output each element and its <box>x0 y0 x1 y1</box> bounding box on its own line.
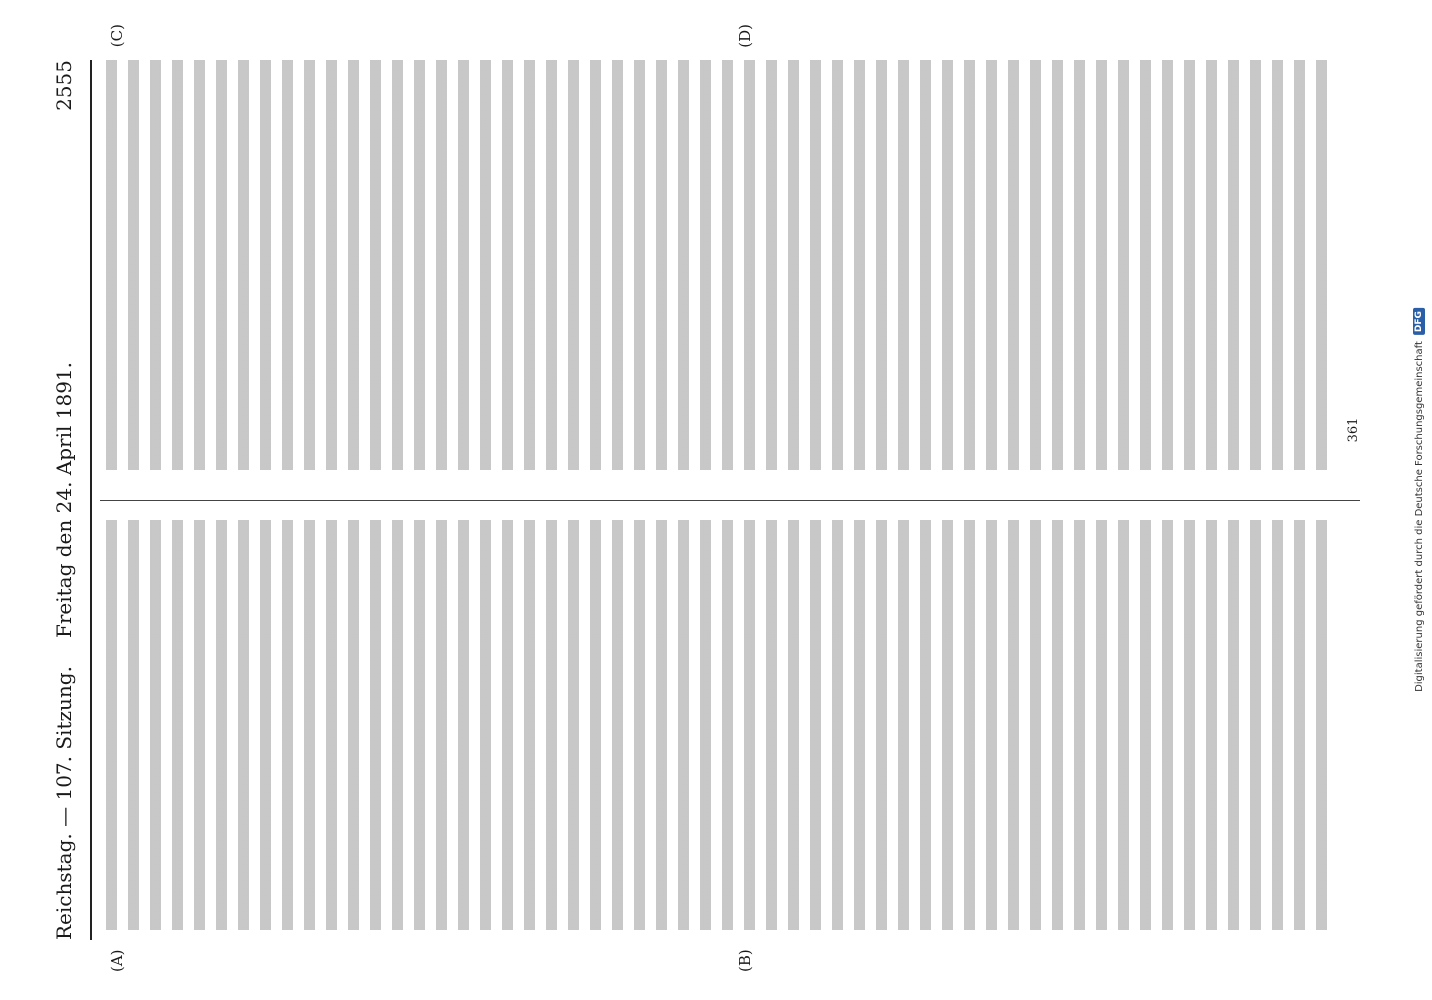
margin-marker-b: (B) <box>736 949 754 972</box>
unread-fraktur-text <box>106 520 1336 930</box>
page-signature: 361 <box>1346 417 1361 443</box>
dfg-logo: DFG <box>1413 308 1425 335</box>
running-head <box>52 60 86 940</box>
rotated-scan-page <box>16 20 1416 980</box>
unread-fraktur-text <box>106 60 1336 470</box>
margin-marker-a: (A) <box>108 949 126 972</box>
header-rule <box>90 60 92 940</box>
margin-marker-c: (C) <box>108 24 126 48</box>
page-number: 2555 <box>52 60 76 111</box>
digitization-watermark <box>1406 0 1432 1000</box>
session-heading: Reichstag. — 107. Sitzung. <box>52 666 76 940</box>
right-text-column <box>106 60 1336 470</box>
column-divider <box>100 500 1360 501</box>
margin-marker-d: (D) <box>736 24 754 48</box>
watermark-text: Digitalisierung gefördert durch die Deutsche Forschungsgemeinschaft <box>1413 341 1425 692</box>
left-text-column <box>106 520 1336 930</box>
session-date: Freitag den 24. April 1891. <box>52 361 76 639</box>
